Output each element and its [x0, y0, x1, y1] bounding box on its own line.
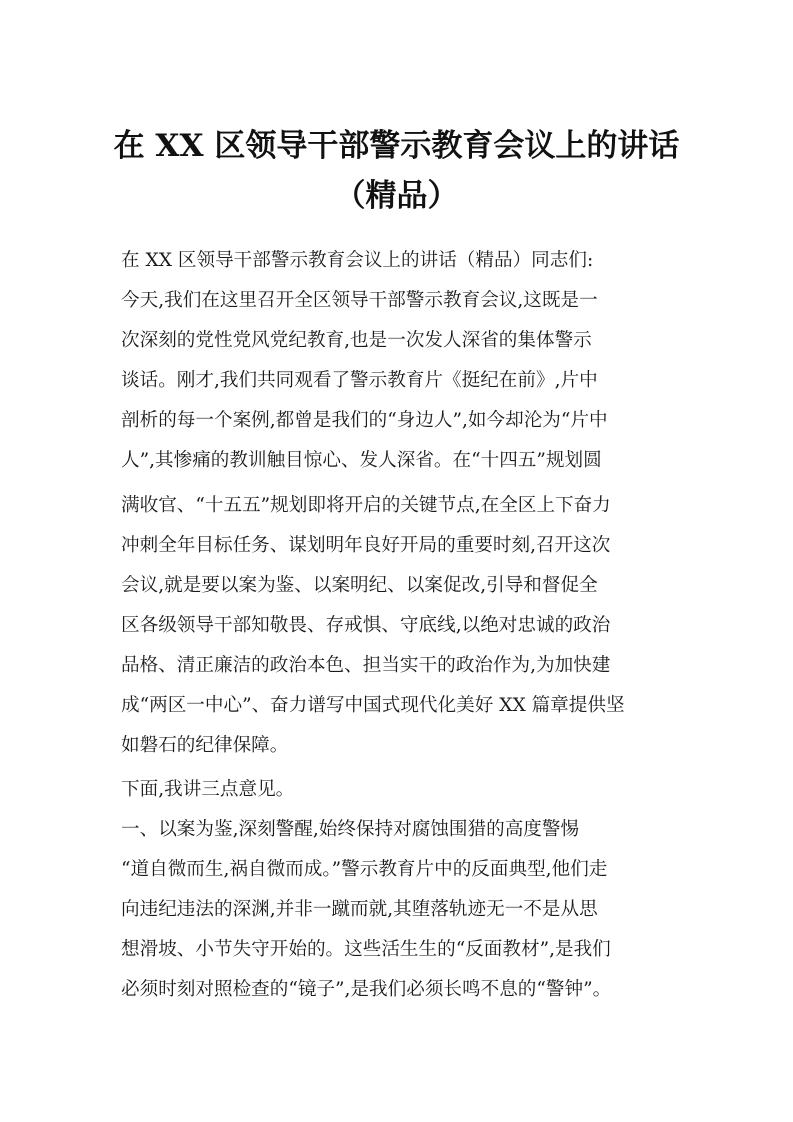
- body-line: 如磐石的纪律保障。: [121, 735, 289, 756]
- body-line: 下面,我讲三点意见。: [121, 779, 295, 800]
- body-line: 品格、清正廉洁的政治本色、担当实干的政治作为,为加快建: [121, 655, 611, 676]
- document-title-line-1: 在 XX 区领导干部警示教育会议上的讲话: [113, 128, 680, 164]
- body-line: 想滑坡、小节失守开始的。这些活生生的“反面教材”,是我们: [121, 939, 611, 960]
- body-line: 必须时刻对照检查的“镜子”,是我们必须长鸣不息的“警钟”。: [121, 979, 612, 1000]
- body-line: 会议,就是要以案为鉴、以案明纪、以案促改,引导和督促全: [121, 575, 598, 596]
- body-line: 剖析的每一个案例,都曾是我们的“身边人”,如今却沦为“片中: [121, 410, 608, 431]
- body-line: 在 XX 区领导干部警示教育会议上的讲话（精品）同志们:: [121, 250, 594, 271]
- body-line: 人”,其惨痛的教训触目惊心、发人深省。在“十四五”规划圆: [121, 450, 602, 471]
- body-line: 区各级领导干部知敬畏、存戒惧、守底线,以绝对忠诚的政治: [121, 615, 611, 636]
- body-line: 成“两区一中心”、奋力谱写中国式现代化美好 XX 篇章提供坚: [121, 695, 625, 716]
- body-line: 满收官、“十五五”规划即将开启的关键节点,在全区上下奋力: [121, 495, 611, 516]
- section-heading: 一、以案为鉴,深刻警醒,始终保持对腐蚀围猎的高度警惕: [121, 819, 580, 840]
- document-title-line-2: （精品）: [334, 178, 459, 214]
- body-line: 向违纪违法的深渊,并非一蹴而就,其堕落轨迹无一不是从思: [121, 899, 598, 920]
- body-line: 今天,我们在这里召开全区领导干部警示教育会议,这既是一: [121, 290, 598, 311]
- body-line: 次深刻的党性党风党纪教育,也是一次发人深省的集体警示: [121, 330, 592, 351]
- body-line: “道自微而生,祸自微而成。”警示教育片中的反面典型,他们走: [121, 859, 608, 880]
- body-line: 冲刺全年目标任务、谋划明年良好开局的重要时刻,召开这次: [121, 535, 611, 556]
- body-line: 谈话。刚才,我们共同观看了警示教育片《挺纪在前》,片中: [121, 370, 598, 391]
